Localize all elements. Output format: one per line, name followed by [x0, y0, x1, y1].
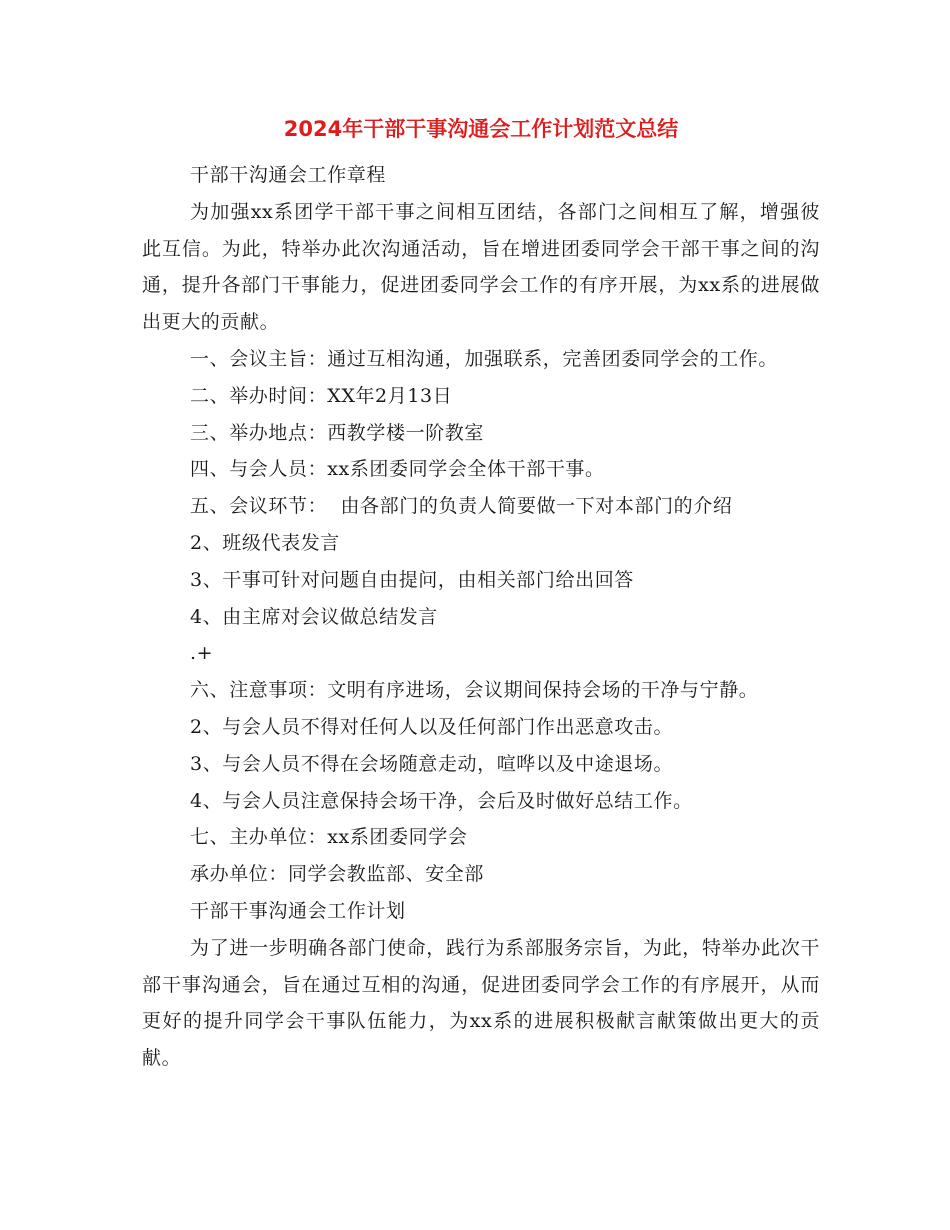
paragraph-3: 一、会议主旨：通过互相沟通，加强联系，完善团委同学会的工作。 — [190, 347, 779, 370]
paragraph-11: .+ — [190, 642, 214, 665]
paragraph-19: 为了进一步明确各部门使命，践行为系部服务宗旨，为此，特举办此次干部干事沟通会，旨在通过互相的沟通，促进团委同学会工作的有序展开，从而更好的提升同学会干事队伍能力，为xx系的进展积极献言献策做出更大的贡献。 — [142, 936, 820, 1070]
paragraph-8: 2、班级代表发言 — [190, 531, 340, 554]
paragraph-10: 4、由主席对会议做总结发言 — [190, 605, 438, 628]
paragraph-18: 干部干事沟通会工作计划 — [190, 899, 406, 922]
paragraph-16: 七、主办单位：xx系团委同学会 — [190, 826, 468, 849]
document-title: 2024年干部干事沟通会工作计划范文总结 — [283, 117, 679, 141]
paragraph-9: 3、干事可针对问题自由提问，由相关部门给出回答 — [190, 568, 634, 591]
document-body — [142, 157, 820, 1077]
paragraph-17: 承办单位：同学会教监部、安全部 — [190, 863, 485, 886]
paragraph-14: 3、与会人员不得在会场随意走动，喧哗以及中途退场。 — [190, 752, 674, 775]
paragraph-4: 二、举办时间：XX年2月13日 — [190, 384, 453, 407]
paragraph-12: 六、注意事项：文明有序进场，会议期间保持会场的干净与宁静。 — [190, 679, 759, 702]
paragraph-5: 三、举办地点：西教学楼一阶教室 — [190, 421, 485, 444]
paragraph-1: 干部干沟通会工作章程 — [190, 164, 387, 186]
paragraph-6: 四、与会人员：xx系团委同学会全体干部干事。 — [190, 458, 605, 481]
paragraph-13: 2、与会人员不得对任何人以及任何部门作出恶意攻击。 — [190, 715, 674, 738]
paragraph-2: 为加强xx系团学干部干事之间相互团结，各部门之间相互了解，增强彼此互信。为此，特举办此次沟通活动，旨在增进团委同学会干部干事之间的沟通，提升各部门干事能力，促进团委同学会工作的有序开展，为xx系的进展做出更大的贡献。 — [142, 200, 820, 334]
paragraph-15: 4、与会人员注意保持会场干净，会后及时做好总结工作。 — [190, 789, 693, 812]
paragraph-7: 五、会议环节： 由各部门的负责人简要做一下对本部门的介绍 — [190, 495, 733, 518]
